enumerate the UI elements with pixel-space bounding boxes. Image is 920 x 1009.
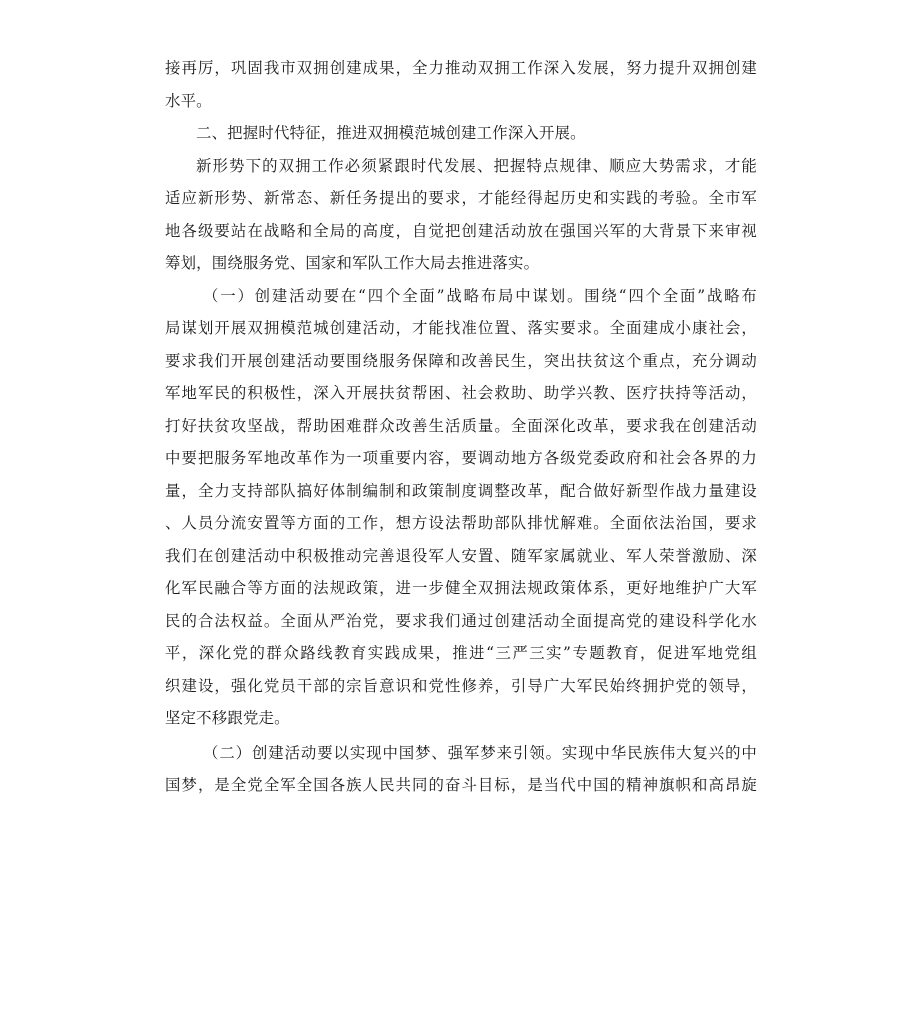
paragraph-line: 国梦，是全党全军全国各族人民共同的奋斗目标，是当代中国的精神旗帜和高昂旋 [165, 776, 757, 794]
document-body [165, 52, 757, 802]
paragraph-line: 水平。 [165, 91, 212, 110]
paragraph-line: 打好扶贫攻坚战，帮助困难群众改善生活质量。全面深化改革，要求我在创建活动 [165, 416, 757, 435]
paragraph-line: 适应新形势、新常态、新任务提出的要求，才能经得起历史和实践的考验。全市军 [165, 189, 757, 207]
paragraph-line: 局谋划开展双拥模范城创建活动，才能找准位置、落实要求。全面建成小康社会， [165, 319, 757, 337]
paragraph-line: 地各级要站在战略和全局的高度，自觉把创建活动放在强国兴军的大背景下来审视 [165, 221, 757, 240]
paragraph-line: 平，深化党的群众路线教育实践成果，推进“三严三实”专题教育，促进军地党组 [165, 644, 757, 662]
paragraph-line: 量，全力支持部队搞好体制编制和政策制度调整改革，配合做好新型作战力量建设 [165, 481, 757, 500]
paragraph-line: 、人员分流安置等方面的工作，想方设法帮助部队排忧解难。全面依法治国，要求 [165, 514, 757, 532]
section-heading: 二、把握时代特征，推进双拥模范城创建工作深入开展。 [196, 124, 586, 142]
paragraph-line: 中要把服务军地改革作为一项重要内容，要调动地方各级党委政府和社会各界的力 [165, 449, 757, 467]
paragraph-line: 坚定不移跟党走。 [165, 709, 290, 727]
paragraph-line: 新形势下的双拥工作必须紧跟时代发展、把握特点规律、顺应大势需求，才能 [196, 156, 757, 175]
paragraph-line: 我们在创建活动中积极推动完善退役军人安置、随军家属就业、军人荣誉激励、深 [165, 546, 757, 565]
paragraph-line: 要求我们开展创建活动要围绕服务保障和改善民生，突出扶贫这个重点，充分调动 [165, 351, 757, 370]
paragraph-line: （一）创建活动要在“四个全面”战略布局中谋划。围绕“四个全面”战略布 [203, 286, 757, 305]
paragraph-line: 筹划，围绕服务党、国家和军队工作大局去推进落实。 [165, 254, 540, 272]
paragraph-line: 织建设，强化党员干部的宗旨意识和党性修养，引导广大军民始终拥护党的领导， [165, 676, 757, 695]
paragraph-line: 化军民融合等方面的法规政策，进一步健全双拥法规政策体系，更好地维护广大军 [165, 579, 757, 597]
paragraph-line: （二）创建活动要以实现中国梦、强军梦来引领。实现中华民族伟大复兴的中 [203, 743, 757, 762]
paragraph-line: 民的合法权益。全面从严治党，要求我们通过创建活动全面提高党的建设科学化水 [165, 611, 757, 630]
paragraph-line: 军地军民的积极性，深入开展扶贫帮困、社会救助、助学兴教、医疗扶持等活动， [165, 384, 757, 402]
paragraph-line: 接再厉，巩固我市双拥创建成果，全力推动双拥工作深入发展，努力提升双拥创建 [165, 59, 757, 77]
